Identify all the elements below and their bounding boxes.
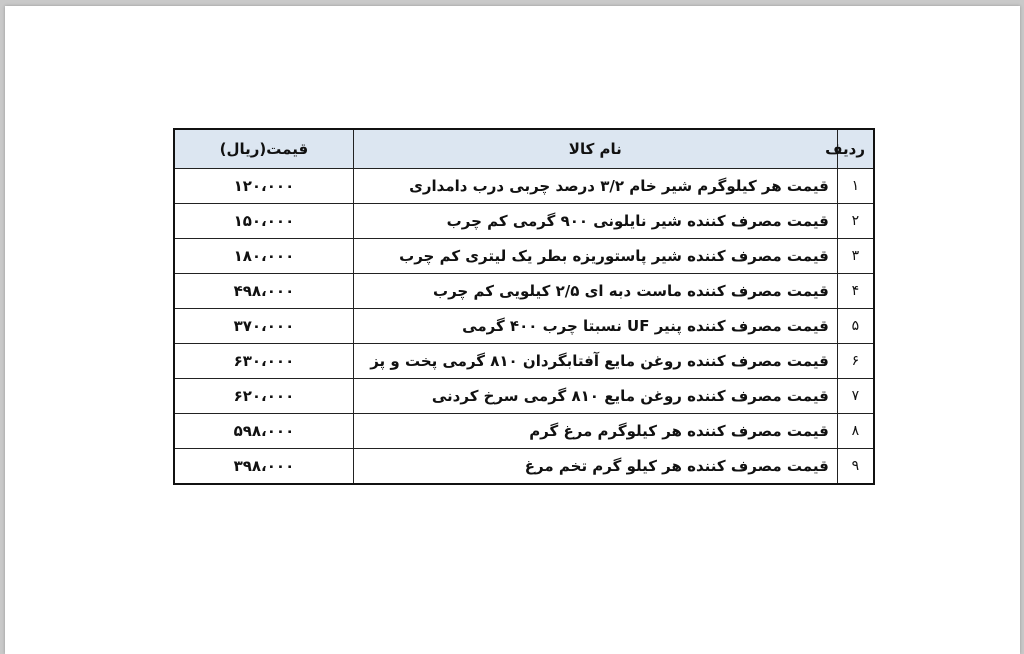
table-row: [174, 449, 874, 485]
product-price: ۴۹۸،۰۰۰: [174, 274, 353, 309]
product-price: ۵۹۸،۰۰۰: [174, 414, 353, 449]
product-price: ۶۳۰،۰۰۰: [174, 344, 353, 379]
product-name: قیمت مصرف کننده پنیر UF نسبتا چرب ۴۰۰ گرمی: [353, 309, 837, 344]
row-number: ۹: [837, 449, 874, 485]
product-price: ۱۸۰،۰۰۰: [174, 239, 353, 274]
row-number: ۵: [837, 309, 874, 344]
table-header-row: [174, 129, 874, 169]
price-table: [173, 128, 875, 485]
header-price: قیمت(ریال): [174, 129, 353, 169]
product-name: قیمت مصرف کننده هر کیلوگرم مرغ گرم: [353, 414, 837, 449]
product-name: قیمت مصرف کننده هر کیلو گرم تخم مرغ: [353, 449, 837, 485]
product-name: قیمت مصرف کننده شیر پاستوریزه بطر یک لیتری کم چرب: [353, 239, 837, 274]
table-row: [174, 379, 874, 414]
product-name: قیمت مصرف کننده ماست دبه ای ۲/۵ کیلویی کم چرب: [353, 274, 837, 309]
row-number: ۱: [837, 169, 874, 204]
header-product-name: نام کالا: [353, 129, 837, 169]
row-number: ۶: [837, 344, 874, 379]
product-price: ۳۷۰،۰۰۰: [174, 309, 353, 344]
product-price: ۱۵۰،۰۰۰: [174, 204, 353, 239]
table-row: [174, 204, 874, 239]
product-name: قیمت مصرف کننده شیر نایلونی ۹۰۰ گرمی کم چرب: [353, 204, 837, 239]
product-price: ۳۹۸،۰۰۰: [174, 449, 353, 485]
table-row: [174, 344, 874, 379]
row-number: ۷: [837, 379, 874, 414]
product-price: ۶۲۰،۰۰۰: [174, 379, 353, 414]
product-name: قیمت مصرف کننده روغن مایع آفتابگردان ۸۱۰ گرمی پخت و پز: [353, 344, 837, 379]
row-number: ۴: [837, 274, 874, 309]
table-row: [174, 309, 874, 344]
table-row: [174, 169, 874, 204]
document-page: [5, 6, 1020, 654]
header-row-number: ردیف: [837, 129, 874, 169]
product-name: قیمت هر کیلوگرم شیر خام ۳/۲ درصد چربی درب دامداری: [353, 169, 837, 204]
row-number: ۲: [837, 204, 874, 239]
table-row: [174, 239, 874, 274]
table-row: [174, 274, 874, 309]
table-row: [174, 414, 874, 449]
row-number: ۳: [837, 239, 874, 274]
product-name: قیمت مصرف کننده روغن مایع ۸۱۰ گرمی سرخ کردنی: [353, 379, 837, 414]
product-price: ۱۲۰،۰۰۰: [174, 169, 353, 204]
row-number: ۸: [837, 414, 874, 449]
